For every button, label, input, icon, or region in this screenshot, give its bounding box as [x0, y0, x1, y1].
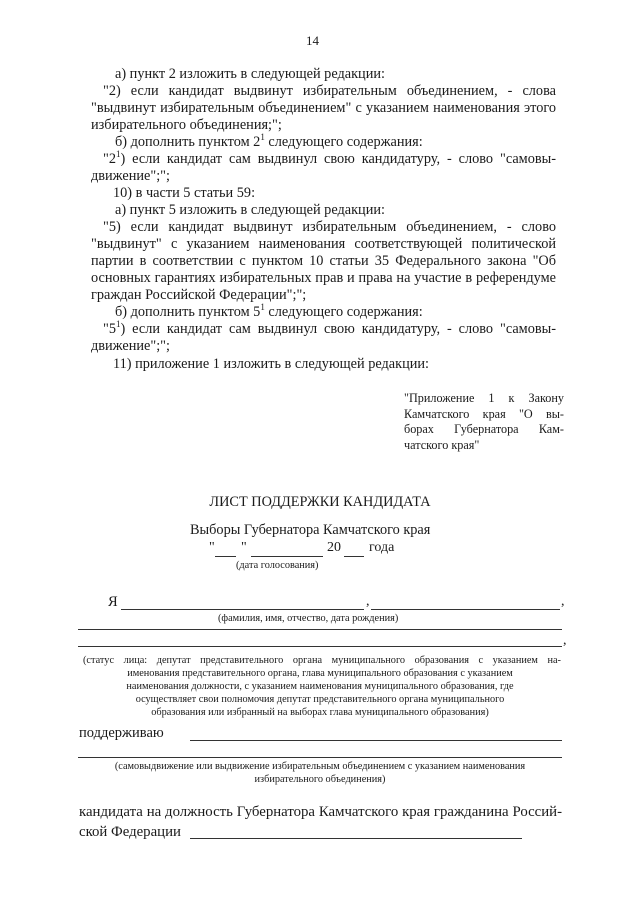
status-line-1[interactable]	[78, 629, 562, 630]
page-number: 14	[306, 33, 319, 48]
nomination-line[interactable]	[78, 757, 562, 758]
support-line[interactable]	[190, 740, 562, 741]
candidate-name-line[interactable]	[190, 838, 522, 839]
amend-a2: а) пункт 5 изложить в следующей редакции:	[115, 202, 385, 218]
date-day-line[interactable]	[215, 556, 236, 557]
nomination-caption-line2: избирательного объединения)	[254, 774, 386, 785]
date-year-line[interactable]	[344, 556, 364, 557]
status-caption-line3: наименования должности, с указанием наименования муниципального образования, где	[126, 681, 514, 692]
quote5-line5: граждан Российской Федерации";";	[91, 287, 307, 303]
status-comma: ,	[563, 633, 567, 648]
quote21-line1: "$2^1$) если кандидат сам выдвинул свою кандидатуру, - слово "самовы-	[103, 149, 556, 167]
form-title: ЛИСТ ПОДДЕРЖКИ КАНДИДАТА	[209, 494, 431, 510]
name-comma: ,	[366, 594, 370, 609]
candidate-line1: кандидата на должность Губернатора Камчатского края гражданина Россий-	[79, 804, 562, 820]
appendix-line2: Камчатского края "О вы-	[404, 407, 564, 421]
quote51-line2: движение";";	[91, 338, 170, 354]
quote5-line4: основных гарантиях избирательных прав и права на участие в референдуме	[91, 270, 556, 286]
ya-label: Я	[108, 594, 118, 610]
name-end-comma: ,	[561, 594, 565, 609]
election-name: Выборы Губернатора Камчатского края	[190, 522, 431, 538]
quote2-line2: "выдвинут избирательным объединением" с указанием наименования этого	[91, 100, 556, 116]
status-caption-line5: образования или избранный на выборах глава муниципального образования)	[151, 707, 489, 718]
appendix-line4: чатского края"	[404, 438, 480, 452]
appendix-line3: борах Губернатора Кам-	[404, 422, 564, 436]
status-caption-line2: именования представительного органа, глава муниципального образования с указанием	[127, 668, 513, 679]
item-11: 11) приложение 1 изложить в следующей редакции:	[113, 356, 429, 372]
status-caption-line4: осуществляет свои полномочия депутат представительного органа муниципального	[135, 694, 505, 705]
date-month-line[interactable]	[251, 556, 323, 557]
amend-b2: б) дополнить пунктом $5^1$ следующего содержания:	[115, 302, 423, 320]
quote5-line2: "выдвинут" с указанием наименования соответствующей политической	[91, 236, 556, 252]
status-line-2[interactable]	[78, 646, 562, 647]
status-caption-line1: (статус лица: депутат представительного органа муниципального образования с указанием на-	[83, 655, 561, 666]
name-line[interactable]	[121, 609, 364, 610]
date-year-word: года	[369, 540, 395, 555]
quote21-line2: движение";";	[91, 168, 170, 184]
nomination-caption-line1: (самовыдвижение или выдвижение избирательным объединением с указанием наименования	[114, 761, 526, 772]
quote5-line1: "5) если кандидат выдвинут избирательным объединением, - слово	[103, 219, 556, 235]
appendix-line1: "Приложение 1 к Закону	[404, 391, 564, 405]
date-quote-open: "	[209, 540, 215, 555]
quote51-line1: "$5^1$) если кандидат сам выдвинул свою кандидатуру, - слово "самовы-	[103, 319, 556, 337]
quote5-line3: партии в соответствии с пунктом 10 статьи 35 Федерального закона "Об	[91, 253, 556, 269]
quote2-line1: "2) если кандидат выдвинут избирательным объединением, - слова	[103, 83, 556, 99]
date-century: 20	[327, 540, 341, 555]
name-caption: (фамилия, имя, отчество, дата рождения)	[218, 613, 399, 624]
amend-a1: а) пункт 2 изложить в следующей редакции:	[115, 66, 385, 82]
quote2-line3: избирательного объединения;";	[91, 117, 282, 133]
amend-b1: б) дополнить пунктом $2^1$ следующего содержания:	[115, 132, 423, 150]
date-quote-close: "	[241, 540, 247, 555]
candidate-line2: ской Федерации	[79, 824, 181, 840]
support-label: поддерживаю	[79, 725, 164, 741]
item-10: 10) в части 5 статьи 59:	[113, 185, 256, 201]
date-caption: (дата голосования)	[236, 560, 319, 571]
birth-date-line[interactable]	[371, 609, 560, 610]
